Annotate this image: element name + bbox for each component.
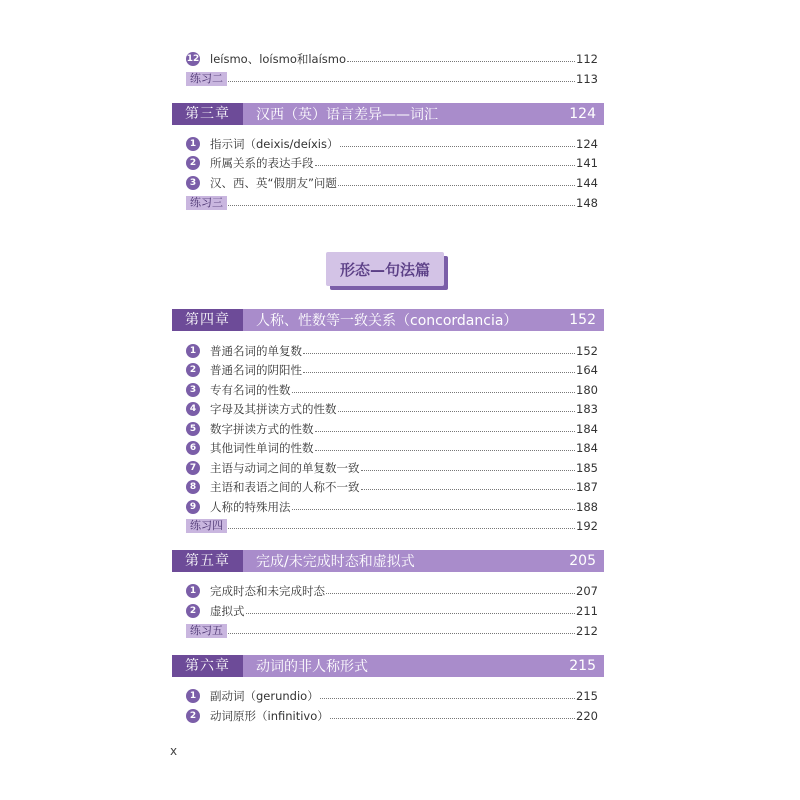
exercise-label: 练习三	[186, 196, 227, 210]
item-number-badge: 3	[186, 383, 200, 397]
chapter-heading[interactable]	[172, 309, 604, 331]
dot-leader	[303, 372, 575, 373]
dot-leader	[228, 205, 575, 206]
entry-title: 字母及其拼读方式的性数	[210, 402, 337, 416]
dot-leader	[347, 61, 575, 62]
chapter-number: 第五章	[172, 550, 243, 572]
dot-leader	[338, 185, 575, 186]
item-number-badge: 2	[186, 709, 200, 723]
chapter-page: 215	[569, 658, 596, 674]
chapter-title: 汉西（英）语言差异——词汇	[256, 107, 438, 123]
item-number-badge: 9	[186, 500, 200, 514]
entry-page: 124	[576, 137, 598, 151]
entry-title: 主语与动词之间的单复数一致	[210, 461, 360, 475]
exercise-entry[interactable]	[186, 196, 598, 210]
exercise-entry[interactable]	[186, 519, 598, 533]
toc-entry[interactable]	[186, 50, 598, 68]
entry-page: 185	[576, 461, 598, 475]
toc-entry[interactable]	[186, 174, 598, 192]
chapter-number: 第四章	[172, 309, 243, 331]
toc-entry[interactable]	[186, 707, 598, 725]
exercise-entry[interactable]	[186, 624, 598, 638]
dot-leader	[361, 470, 576, 471]
entry-title: 指示词（deixis/deíxis）	[210, 137, 339, 151]
item-number-badge: 12	[186, 54, 200, 64]
entry-page: 207	[576, 584, 598, 598]
entry-page: 164	[576, 363, 598, 377]
entry-page: 184	[576, 422, 598, 436]
entry-page: 187	[576, 480, 598, 494]
dot-leader	[228, 81, 575, 82]
entry-title: 汉、西、英“假朋友”问题	[210, 176, 337, 190]
entry-page: 215	[576, 689, 598, 703]
exercise-label: 练习二	[186, 72, 227, 86]
entry-page: 180	[576, 383, 598, 397]
entry-title: 数字拼读方式的性数	[210, 422, 314, 436]
chapter-page: 124	[569, 106, 596, 122]
item-number-badge: 7	[186, 461, 200, 475]
entry-page: 183	[576, 402, 598, 416]
item-number-badge: 5	[186, 422, 200, 436]
toc-entry[interactable]	[186, 154, 598, 172]
entry-page: 188	[576, 500, 598, 514]
entry-title: 完成时态和未完成时态	[210, 584, 325, 598]
toc-entry[interactable]	[186, 687, 598, 705]
entry-page: 148	[576, 196, 598, 210]
chapter-page: 152	[569, 312, 596, 328]
dot-leader	[330, 718, 575, 719]
toc-entry[interactable]	[186, 602, 598, 620]
entry-page: 211	[576, 604, 598, 618]
entry-page: 184	[576, 441, 598, 455]
item-number-badge: 2	[186, 604, 200, 618]
chapter-heading[interactable]	[172, 550, 604, 572]
entry-title: 普通名词的单复数	[210, 344, 302, 358]
item-number-badge: 1	[186, 689, 200, 703]
entry-page: 220	[576, 709, 598, 723]
dot-leader	[315, 165, 576, 166]
entry-title: leísmo、loísmo和laísmo	[210, 52, 347, 66]
entry-page: 141	[576, 156, 598, 170]
dot-leader	[228, 633, 575, 634]
section-banner	[326, 252, 448, 290]
entry-page: 112	[576, 52, 598, 66]
item-number-badge: 6	[186, 441, 200, 455]
toc-entry[interactable]	[186, 342, 598, 360]
chapter-heading[interactable]	[172, 103, 604, 125]
toc-entry[interactable]	[186, 381, 598, 399]
entry-title: 动词原形（infinitivo）	[210, 709, 329, 723]
item-number-badge: 1	[186, 137, 200, 151]
dot-leader	[320, 698, 575, 699]
toc-entry[interactable]	[186, 582, 598, 600]
page-folio: x	[170, 744, 178, 758]
dot-leader	[326, 593, 575, 594]
item-number-badge: 3	[186, 176, 200, 190]
entry-title: 普通名词的阴阳性	[210, 363, 302, 377]
dot-leader	[228, 528, 575, 529]
entry-title: 人称的特殊用法	[210, 500, 291, 514]
entry-title: 虚拟式	[210, 604, 245, 618]
item-number-badge: 8	[186, 480, 200, 494]
chapter-title: 动词的非人称形式	[256, 659, 368, 675]
toc-entry[interactable]	[186, 400, 598, 418]
entry-title: 副动词（gerundio）	[210, 689, 319, 703]
toc-entry[interactable]	[186, 420, 598, 438]
dot-leader	[361, 489, 576, 490]
dot-leader	[315, 450, 576, 451]
dot-leader	[303, 353, 575, 354]
toc-entry[interactable]	[186, 439, 598, 457]
chapter-title: 完成/未完成时态和虚拟式	[256, 554, 415, 570]
chapter-page: 205	[569, 553, 596, 569]
item-number-badge: 2	[186, 363, 200, 377]
chapter-heading[interactable]	[172, 655, 604, 677]
exercise-label: 练习四	[186, 519, 227, 533]
toc-entry[interactable]	[186, 478, 598, 496]
toc-entry[interactable]	[186, 459, 598, 477]
chapter-number: 第三章	[172, 103, 243, 125]
entry-title: 主语和表语之间的人称不一致	[210, 480, 360, 494]
item-number-badge: 2	[186, 156, 200, 170]
toc-entry[interactable]	[186, 135, 598, 153]
dot-leader	[292, 509, 576, 510]
dot-leader	[292, 392, 576, 393]
entry-page: 144	[576, 176, 598, 190]
entry-title: 其他词性单词的性数	[210, 441, 314, 455]
dot-leader	[315, 431, 576, 432]
item-number-badge: 1	[186, 344, 200, 358]
entry-title: 专有名词的性数	[210, 383, 291, 397]
item-number-badge: 4	[186, 402, 200, 416]
section-title: 形态—句法篇	[326, 252, 444, 286]
entry-title: 所属关系的表达手段	[210, 156, 314, 170]
exercise-label: 练习五	[186, 624, 227, 638]
toc-entry[interactable]	[186, 361, 598, 379]
entry-page: 192	[576, 519, 598, 533]
exercise-entry[interactable]	[186, 72, 598, 86]
dot-leader	[340, 146, 576, 147]
item-number-badge: 1	[186, 584, 200, 598]
entry-page: 152	[576, 344, 598, 358]
entry-page: 212	[576, 624, 598, 638]
entry-page: 113	[576, 72, 598, 86]
dot-leader	[246, 613, 576, 614]
chapter-number: 第六章	[172, 655, 243, 677]
chapter-title: 人称、性数等一致关系（concordancia）	[256, 313, 518, 329]
toc-entry[interactable]	[186, 498, 598, 516]
dot-leader	[338, 411, 576, 412]
